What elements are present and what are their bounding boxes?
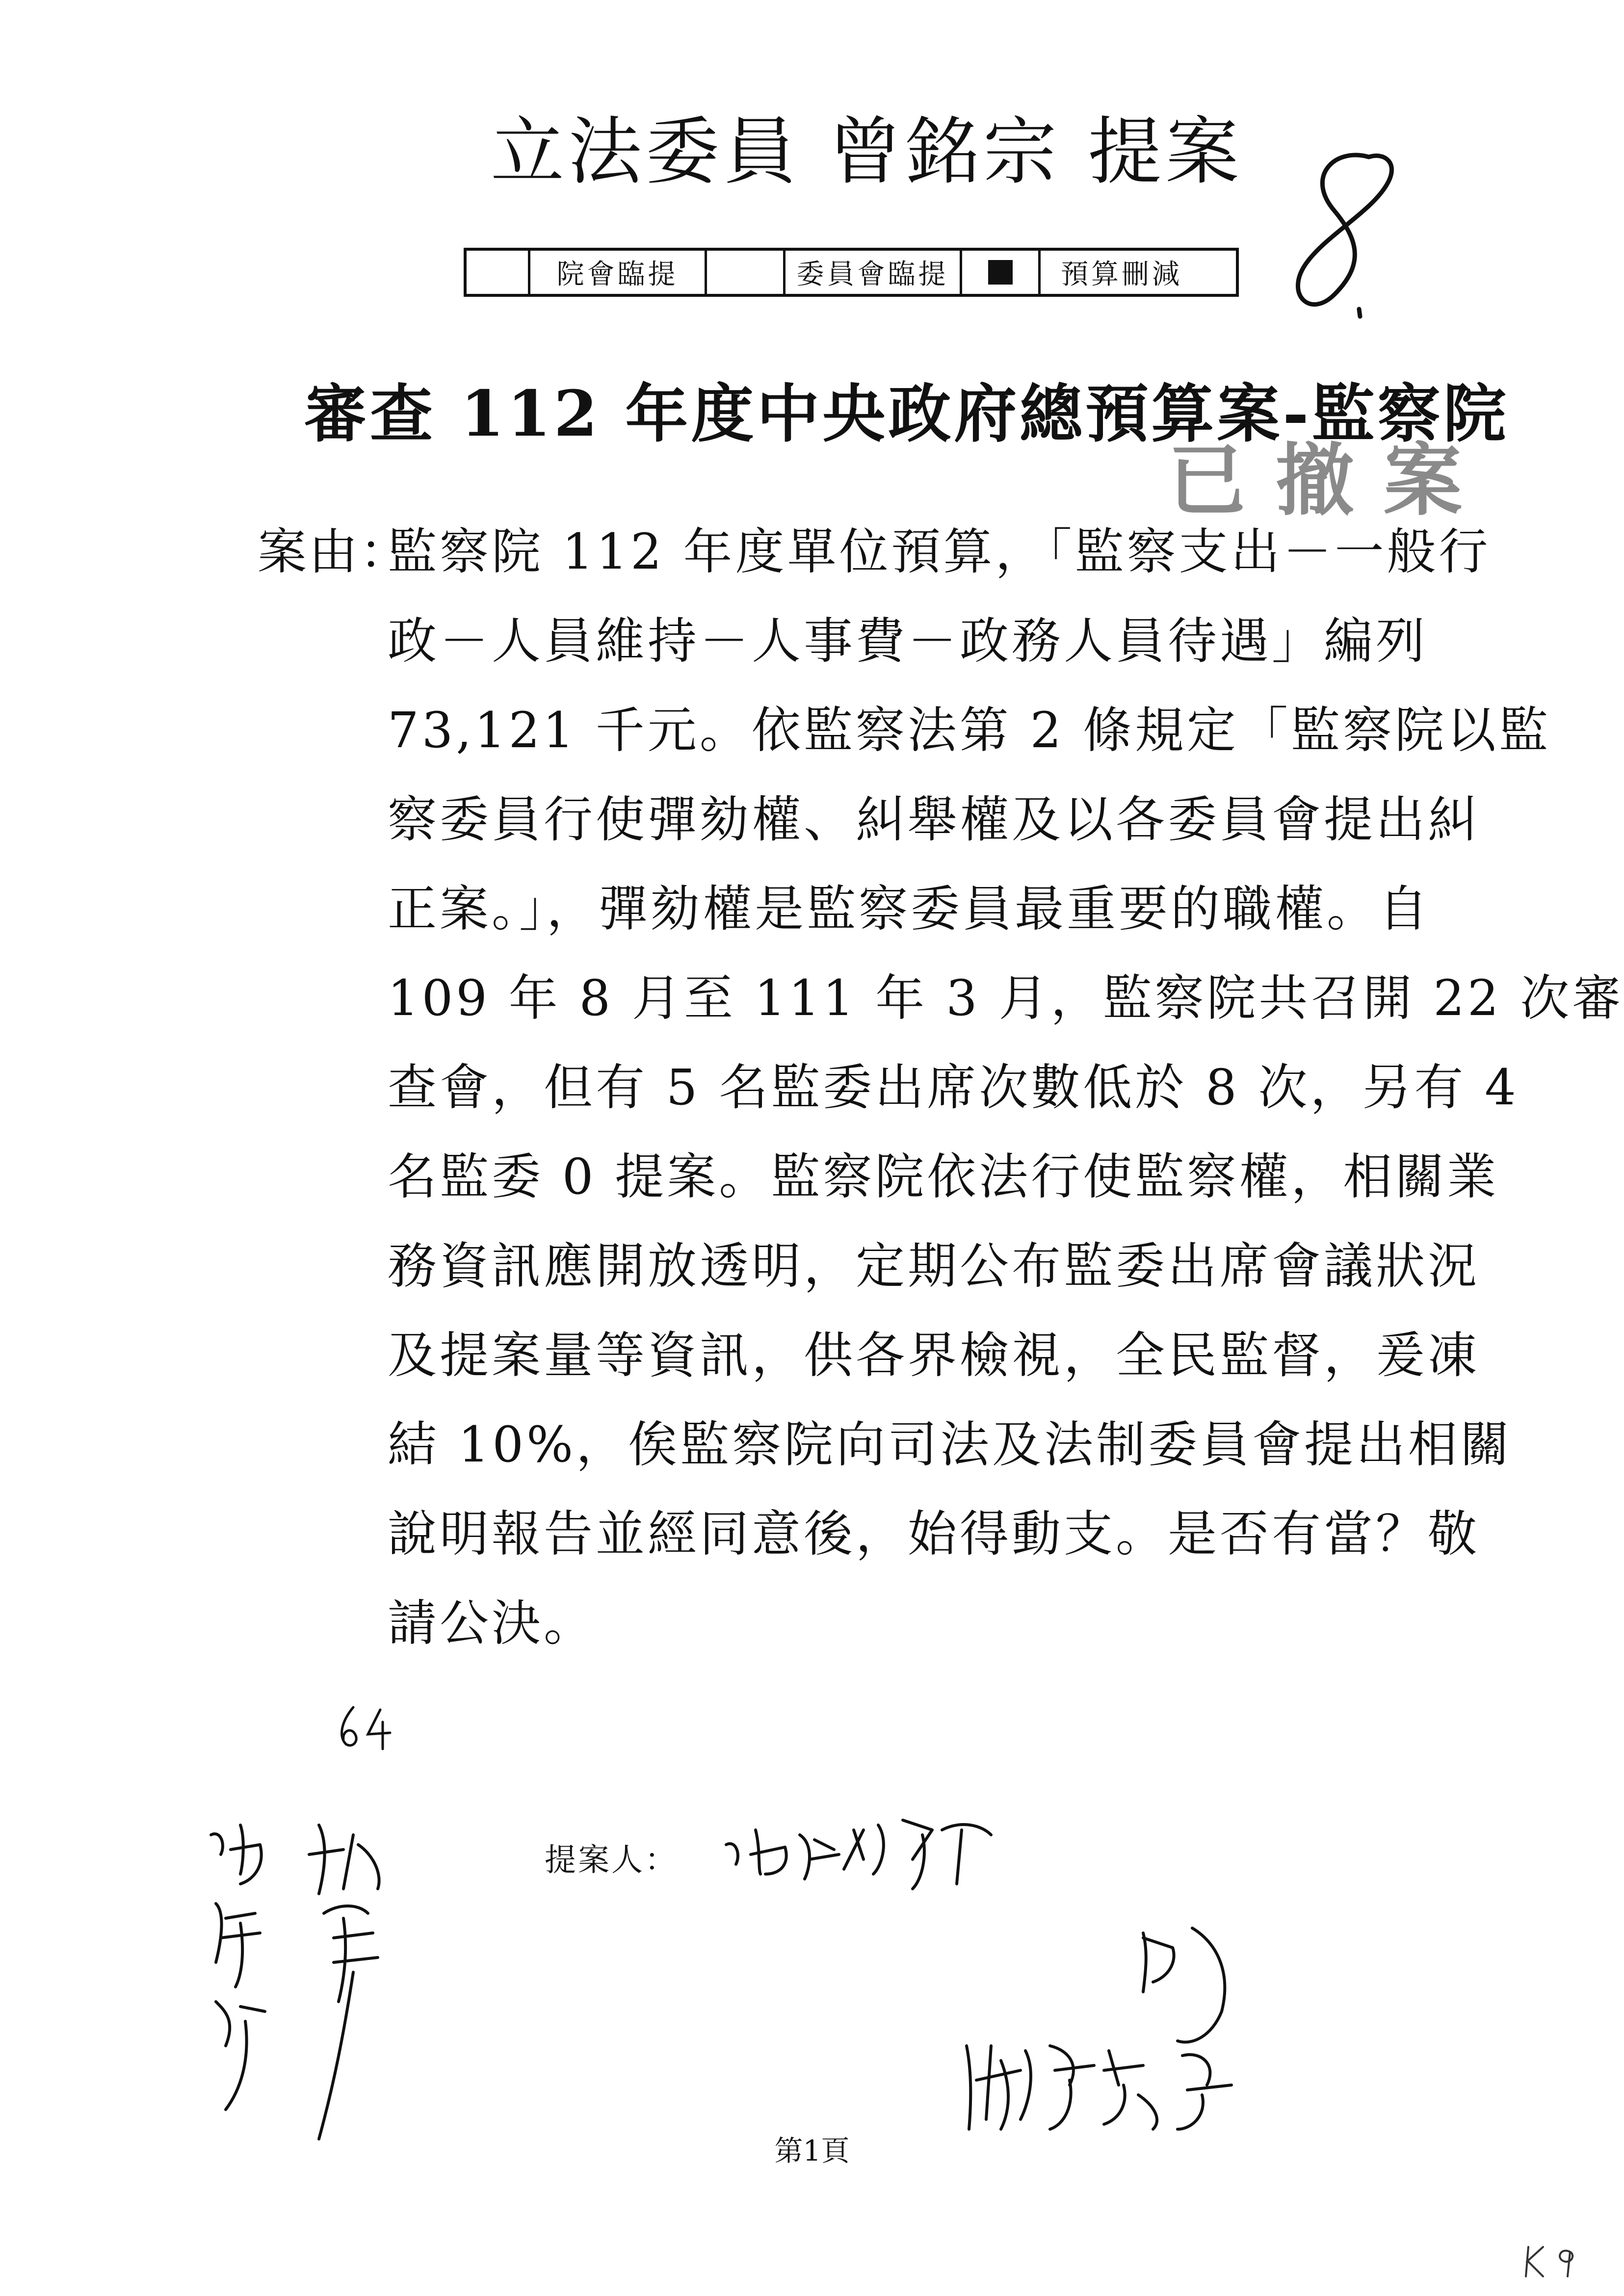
checked-mark-icon [988,260,1013,285]
case-line: 73,121 千元。依監察法第 2 條規定「監察院以監 [388,702,1551,759]
category-option-committee: 委員會臨提 [786,251,962,294]
case-line: 及提案量等資訊，供各界檢視，全民監督，爰凍 [388,1327,1480,1384]
case-body [388,523,1624,1688]
document-title: 立法委員 曾銘宗 提案 [491,109,1243,195]
case-line: 結 10%，俟監察院向司法及法制委員會提出相關 [388,1416,1513,1473]
category-checkbox-2 [707,251,786,294]
case-line: 察委員行使彈劾權、糾舉權及以各委員會提出糾 [388,791,1480,848]
handwritten-number-8 [1276,147,1423,324]
category-option-budget-cut: 預算刪減 [1061,259,1182,290]
case-line: 監察院 112 年度單位預算，「監察支出－一般行 [388,523,1491,580]
category-option-floor: 院會臨提 [530,251,707,294]
case-label: 案由： [258,523,411,580]
proposer-label: 提案人： [545,1842,678,1879]
case-line: 查會，但有 5 名監委出席次數低於 8 次，另有 4 [388,1059,1519,1116]
case-line: 名監委 0 提案。監察院依法行使監察權，相關業 [388,1148,1499,1205]
case-line: 正案。」，彈劾權是監察委員最重要的職權。自 [388,880,1431,938]
case-line: 請公決。 [388,1594,596,1652]
case-line: 109 年 8 月至 111 年 3 月，監察院共召開 22 次審 [388,969,1624,1027]
handwritten-number-64 [334,1702,397,1751]
category-checkbox-3-checked [962,251,1041,294]
case-line: 說明報告並經同意後，始得動支。是否有當？敬 [388,1505,1480,1563]
page-number: 第1頁 [774,2134,850,2167]
category-table [464,248,1239,297]
case-line: 務資訊應開放透明，定期公布監委出席會議狀況 [388,1237,1480,1295]
category-checkbox-1 [467,251,530,294]
case-line: 政－人員維持－人事費－政務人員待遇」編列 [388,612,1428,670]
subject-heading: 審查 112 年度中央政府總預算案-監察院 [304,377,1509,451]
corner-handwritten-mark [1521,2237,1590,2281]
handwritten-withdraw-signature [196,1815,432,2168]
withdrawn-stamp: 已撤案 [1168,435,1492,526]
proposer-signature [716,1800,1011,1899]
cosigner-signature [957,1923,1300,2149]
